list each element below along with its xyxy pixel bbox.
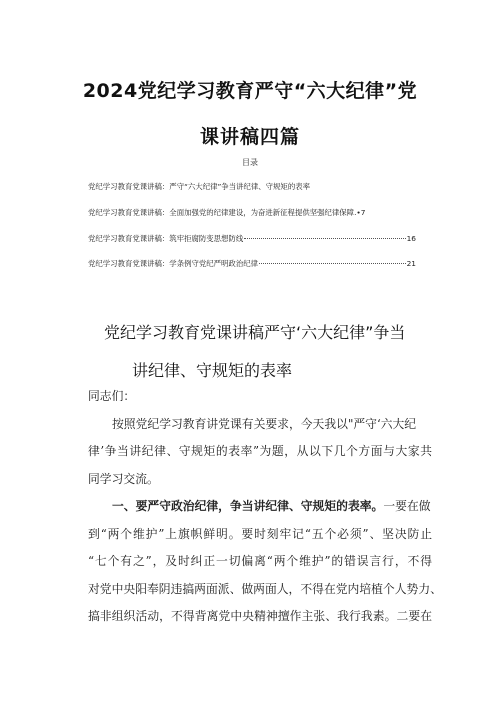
toc-item-page: 21 bbox=[406, 259, 416, 268]
paragraph-line: 搞非组织活动，不得背离党中央精神擅作主张、我行我素。二要在 bbox=[88, 609, 432, 623]
toc-item[interactable] bbox=[88, 181, 416, 192]
toc-item-page: 16 bbox=[406, 234, 416, 243]
toc-leader-dots bbox=[244, 238, 405, 239]
section-title-line1: 党纪学习教育党课讲稿严守‘六大纪律”争当 bbox=[104, 323, 406, 342]
toc-item-text: 党纪学习教育党课讲稿：全面加强党的纪律建设，为奋进新征程提供坚强纪律保障. bbox=[88, 208, 357, 217]
paragraph-line: “七个有之”，及时纠正一切偏离“两个维护”的错误言行，不得 bbox=[88, 554, 432, 568]
toc-heading: 目录 bbox=[242, 158, 258, 167]
document-title-line2: 课讲稿四篇 bbox=[199, 126, 300, 148]
paragraph-line: 按照党纪学习教育讲党课有关要求，今天我以"严守‘六大纪 bbox=[112, 417, 417, 431]
toc-leader-dots bbox=[259, 263, 406, 264]
paragraph-line: 到“两个维护”上旗帜鲜明。要时刻牢记“五个必须”、坚决防止 bbox=[88, 527, 432, 541]
toc-item[interactable] bbox=[88, 233, 416, 244]
paragraph-text: 一要在做 bbox=[383, 499, 431, 513]
paragraph-line: 对党中央阳奉阴违搞两面派、做两面人，不得在党内培植个人势力、 bbox=[88, 582, 442, 596]
toc-item-text: 党纪学习教育党课讲稿：筑牢拒腐防变思想防线 bbox=[88, 234, 244, 243]
section-title-line2: 讲纪律、守规矩的表率 bbox=[132, 361, 293, 380]
toc-item[interactable] bbox=[88, 258, 416, 269]
paragraph-line: 律’争当讲纪律、守规矩的表率”为题，从以下几个方面与大家共 bbox=[88, 444, 432, 458]
toc-item-page: •7 bbox=[356, 208, 366, 217]
paragraph-line bbox=[112, 498, 432, 514]
paragraph-heading: 一、要严守政治纪律，争当讲纪律、守规矩的表率。 bbox=[112, 499, 384, 513]
document-title-line1: 2024党纪学习教育严守“六大纪律”党 bbox=[82, 80, 418, 102]
paragraph-line: 同学习交流。 bbox=[88, 472, 159, 486]
toc-item-text: 党纪学习教育党课讲稿：严守“六大纪律”争当讲纪律、守规矩的表率 bbox=[88, 182, 310, 191]
toc-item-text: 党纪学习教育党课讲稿：学条例守党纪严明政治纪律 bbox=[88, 259, 258, 268]
salutation: 同志们： bbox=[88, 389, 136, 403]
toc-item[interactable] bbox=[88, 207, 416, 218]
